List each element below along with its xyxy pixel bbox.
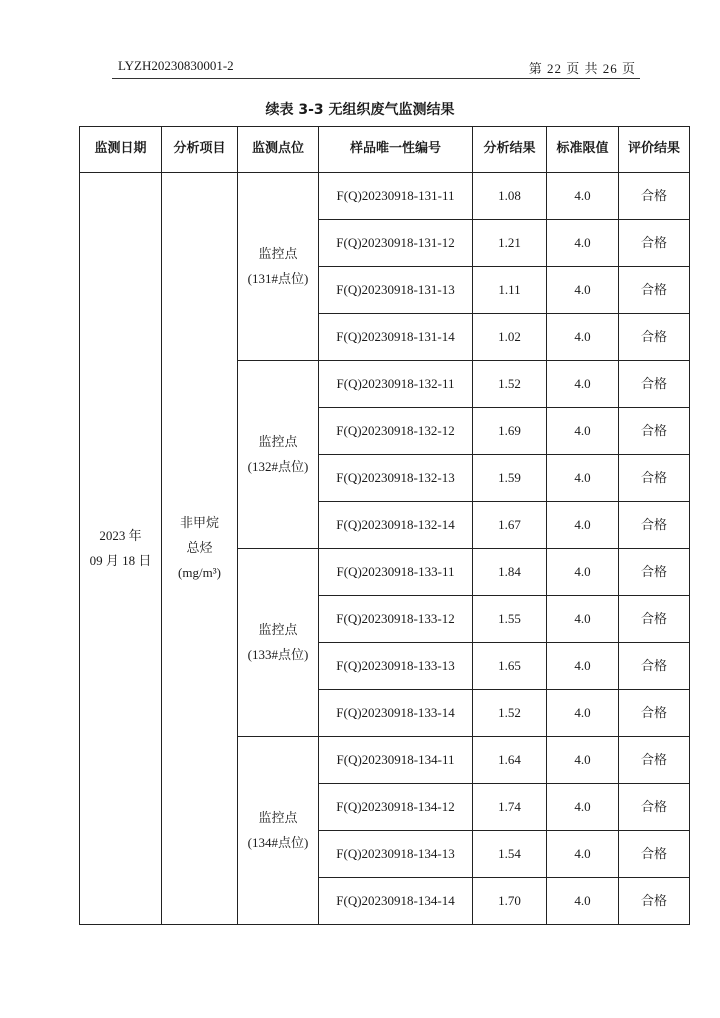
header-rule [112, 78, 640, 79]
limit-cell: 4.0 [547, 690, 619, 737]
limit-cell: 4.0 [547, 173, 619, 220]
evaluation-cell: 合格 [619, 690, 690, 737]
monitoring-point-cell [238, 549, 319, 737]
monitoring-point-cell-line: (133#点位) [247, 646, 309, 662]
monitoring-point-cell [238, 737, 319, 925]
sample-id-cell: F(Q)20230918-134-14 [319, 878, 473, 925]
limit-cell: 4.0 [547, 220, 619, 267]
sample-id-cell: F(Q)20230918-134-12 [319, 784, 473, 831]
sample-id-cell: F(Q)20230918-133-11 [319, 549, 473, 596]
limit-cell: 4.0 [547, 878, 619, 925]
evaluation-cell: 合格 [619, 361, 690, 408]
result-cell: 1.69 [473, 408, 547, 455]
sample-id-cell: F(Q)20230918-131-13 [319, 267, 473, 314]
page-number: 第 22 页 共 26 页 [528, 61, 636, 76]
result-cell: 1.84 [473, 549, 547, 596]
document-id: LYZH20230830001-2 [118, 58, 234, 73]
result-cell: 1.54 [473, 831, 547, 878]
result-cell: 1.65 [473, 643, 547, 690]
evaluation-cell: 合格 [619, 831, 690, 878]
evaluation-cell: 合格 [619, 784, 690, 831]
sample-id-cell: F(Q)20230918-133-13 [319, 643, 473, 690]
monitoring-date-cell [80, 173, 162, 925]
sample-id-cell: F(Q)20230918-131-12 [319, 220, 473, 267]
header-evaluation: 评价结果 [619, 127, 690, 173]
result-cell: 1.02 [473, 314, 547, 361]
result-cell: 1.11 [473, 267, 547, 314]
monitoring-point-cell-line: 监控点 [258, 245, 298, 261]
result-cell: 1.08 [473, 173, 547, 220]
table-body [80, 173, 690, 925]
result-cell: 1.70 [473, 878, 547, 925]
analysis-item-cell-line: 总烃 [186, 540, 213, 556]
evaluation-cell: 合格 [619, 643, 690, 690]
limit-cell: 4.0 [547, 549, 619, 596]
limit-cell: 4.0 [547, 267, 619, 314]
table-row [80, 173, 690, 220]
limit-cell: 4.0 [547, 831, 619, 878]
sample-id-cell: F(Q)20230918-133-12 [319, 596, 473, 643]
evaluation-cell: 合格 [619, 267, 690, 314]
evaluation-cell: 合格 [619, 455, 690, 502]
header-monitoring-point: 监测点位 [238, 127, 319, 173]
analysis-item-cell-line: (mg/m³) [178, 564, 221, 580]
header-analysis-result: 分析结果 [473, 127, 547, 173]
sample-id-cell: F(Q)20230918-131-14 [319, 314, 473, 361]
monitoring-point-cell-line: (131#点位) [247, 270, 309, 286]
evaluation-cell: 合格 [619, 220, 690, 267]
limit-cell: 4.0 [547, 737, 619, 784]
monitoring-point-cell [238, 173, 319, 361]
result-cell: 1.21 [473, 220, 547, 267]
sample-id-cell: F(Q)20230918-131-11 [319, 173, 473, 220]
limit-cell: 4.0 [547, 596, 619, 643]
monitoring-point-cell-line: (132#点位) [247, 458, 309, 474]
monitoring-point-cell-line: 监控点 [258, 809, 298, 825]
evaluation-cell: 合格 [619, 408, 690, 455]
sample-id-cell: F(Q)20230918-132-13 [319, 455, 473, 502]
header-monitoring-date: 监测日期 [80, 127, 162, 173]
analysis-item-cell [162, 173, 238, 925]
limit-cell: 4.0 [547, 502, 619, 549]
result-cell: 1.67 [473, 502, 547, 549]
evaluation-cell: 合格 [619, 596, 690, 643]
monitoring-date-cell-line: 09 月 18 日 [89, 552, 152, 568]
table-caption: 续表 3-3 无组织废气监测结果 [265, 102, 455, 118]
monitoring-results-table [79, 126, 690, 925]
monitoring-point-cell-line: (134#点位) [247, 834, 309, 850]
result-cell: 1.52 [473, 690, 547, 737]
limit-cell: 4.0 [547, 408, 619, 455]
evaluation-cell: 合格 [619, 549, 690, 596]
sample-id-cell: F(Q)20230918-133-14 [319, 690, 473, 737]
evaluation-cell: 合格 [619, 737, 690, 784]
header-analysis-item: 分析项目 [162, 127, 238, 173]
limit-cell: 4.0 [547, 643, 619, 690]
monitoring-point-cell [238, 361, 319, 549]
table-header-row [80, 127, 690, 173]
result-cell: 1.59 [473, 455, 547, 502]
result-cell: 1.52 [473, 361, 547, 408]
sample-id-cell: F(Q)20230918-132-12 [319, 408, 473, 455]
header-sample-id: 样品唯一性编号 [319, 127, 473, 173]
sample-id-cell: F(Q)20230918-134-11 [319, 737, 473, 784]
result-cell: 1.74 [473, 784, 547, 831]
result-cell: 1.55 [473, 596, 547, 643]
result-cell: 1.64 [473, 737, 547, 784]
monitoring-date-cell-line: 2023 年 [99, 527, 142, 543]
limit-cell: 4.0 [547, 784, 619, 831]
evaluation-cell: 合格 [619, 314, 690, 361]
sample-id-cell: F(Q)20230918-134-13 [319, 831, 473, 878]
evaluation-cell: 合格 [619, 878, 690, 925]
limit-cell: 4.0 [547, 455, 619, 502]
limit-cell: 4.0 [547, 361, 619, 408]
monitoring-point-cell-line: 监控点 [258, 621, 298, 637]
evaluation-cell: 合格 [619, 173, 690, 220]
sample-id-cell: F(Q)20230918-132-11 [319, 361, 473, 408]
evaluation-cell: 合格 [619, 502, 690, 549]
analysis-item-cell-line: 非甲烷 [179, 515, 219, 531]
sample-id-cell: F(Q)20230918-132-14 [319, 502, 473, 549]
header-standard-limit: 标准限值 [547, 127, 619, 173]
monitoring-point-cell-line: 监控点 [258, 433, 298, 449]
limit-cell: 4.0 [547, 314, 619, 361]
